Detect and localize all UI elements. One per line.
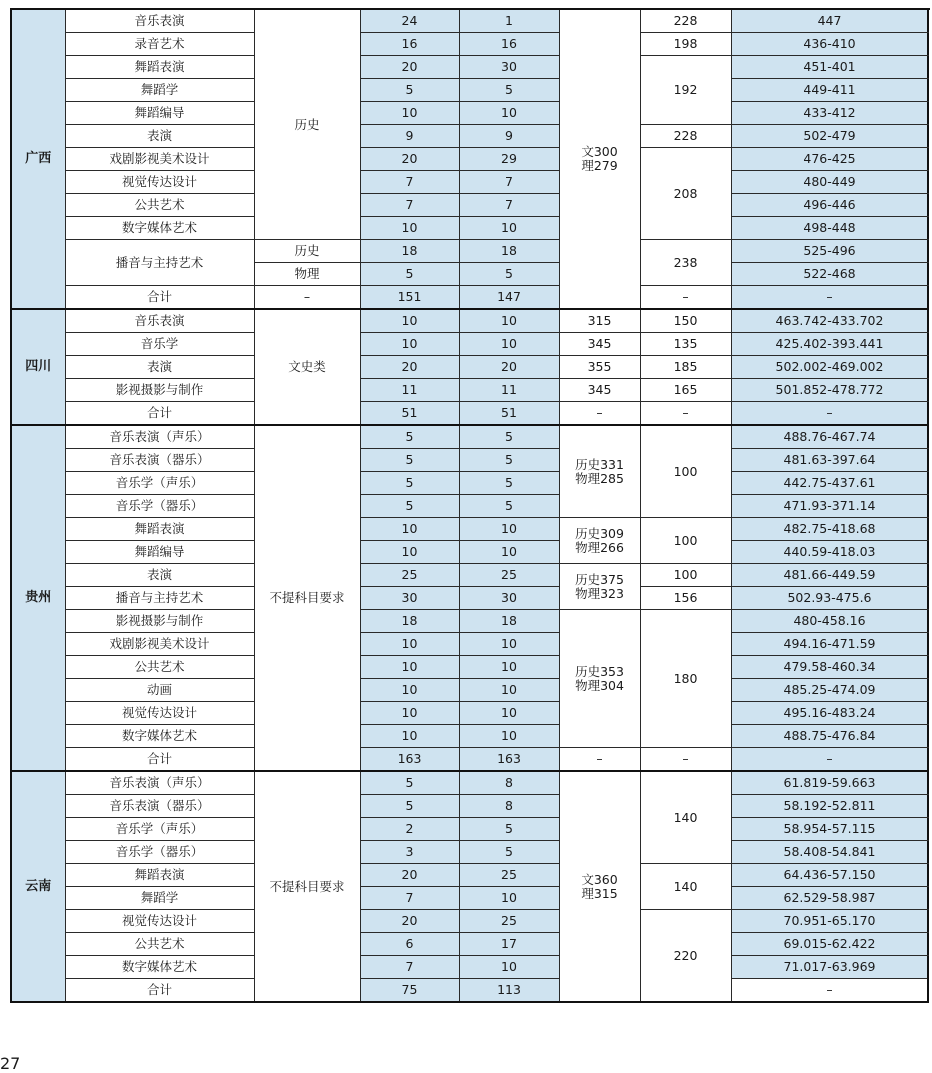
subject-req-cell: 不提科目要求	[254, 425, 360, 771]
score-range-cell: –	[731, 402, 928, 426]
culture-line-cell: –	[559, 748, 640, 772]
plan-count-cell: 3	[360, 841, 459, 864]
pro-line-cell: 140	[640, 864, 731, 910]
admit-count-cell: 147	[459, 286, 559, 310]
pro-line-cell: 185	[640, 356, 731, 379]
score-range-cell: 471.93-371.14	[731, 495, 928, 518]
pro-line-cell: 198	[640, 33, 731, 56]
table-row	[11, 9, 928, 33]
table-row	[11, 309, 928, 333]
pro-line-cell: –	[640, 286, 731, 310]
major-cell: 合计	[65, 979, 254, 1003]
admit-count-cell: 5	[459, 818, 559, 841]
score-range-cell: 481.63-397.64	[731, 449, 928, 472]
culture-line-cell: 历史353 物理304	[559, 610, 640, 748]
plan-count-cell: 7	[360, 887, 459, 910]
admit-count-cell: 5	[459, 841, 559, 864]
province-cell: 四川	[11, 309, 65, 425]
pro-line-cell: 238	[640, 240, 731, 286]
admit-count-cell: 16	[459, 33, 559, 56]
major-cell: 戏剧影视美术设计	[65, 633, 254, 656]
plan-count-cell: 5	[360, 425, 459, 449]
province-cell: 广西	[11, 9, 65, 309]
plan-count-cell: 20	[360, 148, 459, 171]
admit-count-cell: 163	[459, 748, 559, 772]
score-range-cell: –	[731, 748, 928, 772]
admit-count-cell: 5	[459, 449, 559, 472]
culture-line-cell: 355	[559, 356, 640, 379]
culture-line-cell: 历史309 物理266	[559, 518, 640, 564]
score-range-cell: 498-448	[731, 217, 928, 240]
table-row	[11, 425, 928, 449]
table-row	[11, 748, 928, 772]
table-row	[11, 679, 928, 702]
table-row	[11, 887, 928, 910]
major-cell: 视觉传达设计	[65, 910, 254, 933]
pro-line-cell: 100	[640, 518, 731, 564]
province-cell: 云南	[11, 771, 65, 1002]
admit-count-cell: 8	[459, 795, 559, 818]
pro-line-cell: 220	[640, 910, 731, 1003]
major-cell: 音乐表演	[65, 309, 254, 333]
admit-count-cell: 10	[459, 956, 559, 979]
table-row	[11, 402, 928, 426]
table-row	[11, 33, 928, 56]
score-range-cell: 463.742-433.702	[731, 309, 928, 333]
admit-count-cell: 29	[459, 148, 559, 171]
score-range-cell: 480-449	[731, 171, 928, 194]
major-cell: 音乐学	[65, 333, 254, 356]
major-cell: 数字媒体艺术	[65, 956, 254, 979]
admit-count-cell: 10	[459, 887, 559, 910]
score-range-cell: –	[731, 286, 928, 310]
admit-count-cell: 18	[459, 610, 559, 633]
plan-count-cell: 10	[360, 702, 459, 725]
major-cell: 音乐表演	[65, 9, 254, 33]
score-range-cell: 502.002-469.002	[731, 356, 928, 379]
major-cell: 播音与主持艺术	[65, 587, 254, 610]
table-row	[11, 771, 928, 795]
score-range-cell: 479.58-460.34	[731, 656, 928, 679]
admit-count-cell: 5	[459, 79, 559, 102]
plan-count-cell: 10	[360, 217, 459, 240]
admit-count-cell: 25	[459, 910, 559, 933]
plan-count-cell: 10	[360, 725, 459, 748]
table-row	[11, 148, 928, 171]
admit-count-cell: 10	[459, 679, 559, 702]
culture-line-cell: –	[559, 402, 640, 426]
table-row	[11, 633, 928, 656]
plan-count-cell: 20	[360, 56, 459, 79]
culture-line-cell: 历史331 物理285	[559, 425, 640, 518]
plan-count-cell: 10	[360, 633, 459, 656]
major-cell: 公共艺术	[65, 933, 254, 956]
table-row	[11, 541, 928, 564]
admit-count-cell: 10	[459, 217, 559, 240]
plan-count-cell: 18	[360, 610, 459, 633]
major-cell: 音乐表演（声乐）	[65, 425, 254, 449]
score-range-cell: 451-401	[731, 56, 928, 79]
admit-count-cell: 11	[459, 379, 559, 402]
pro-line-cell: 100	[640, 425, 731, 518]
plan-count-cell: 5	[360, 79, 459, 102]
major-cell: 数字媒体艺术	[65, 217, 254, 240]
pro-line-cell: –	[640, 748, 731, 772]
table-row	[11, 725, 928, 748]
table-row	[11, 610, 928, 633]
score-range-cell: 433-412	[731, 102, 928, 125]
score-range-cell: 494.16-471.59	[731, 633, 928, 656]
score-range-cell: 525-496	[731, 240, 928, 263]
admit-count-cell: 10	[459, 518, 559, 541]
province-cell: 贵州	[11, 425, 65, 771]
pro-line-cell: 156	[640, 587, 731, 610]
plan-count-cell: 151	[360, 286, 459, 310]
table-row	[11, 564, 928, 587]
subject-req-cell: 不提科目要求	[254, 771, 360, 1002]
major-cell: 公共艺术	[65, 656, 254, 679]
table-row	[11, 194, 928, 217]
major-cell: 视觉传达设计	[65, 171, 254, 194]
plan-count-cell: 10	[360, 656, 459, 679]
major-cell: 动画	[65, 679, 254, 702]
admit-count-cell: 5	[459, 495, 559, 518]
major-cell: 舞蹈学	[65, 887, 254, 910]
table-row	[11, 56, 928, 79]
score-range-cell: 476-425	[731, 148, 928, 171]
major-cell: 表演	[65, 356, 254, 379]
admit-count-cell: 10	[459, 656, 559, 679]
table-row	[11, 818, 928, 841]
major-cell: 音乐学（声乐）	[65, 472, 254, 495]
score-range-cell: 64.436-57.150	[731, 864, 928, 887]
plan-count-cell: 7	[360, 956, 459, 979]
pro-line-cell: 228	[640, 125, 731, 148]
score-range-cell: 58.192-52.811	[731, 795, 928, 818]
plan-count-cell: 7	[360, 171, 459, 194]
pro-line-cell: 228	[640, 9, 731, 33]
table-row	[11, 171, 928, 194]
table-row	[11, 379, 928, 402]
plan-count-cell: 5	[360, 795, 459, 818]
score-range-cell: 436-410	[731, 33, 928, 56]
major-cell: 舞蹈表演	[65, 864, 254, 887]
pro-line-cell: 150	[640, 309, 731, 333]
admit-count-cell: 5	[459, 472, 559, 495]
score-range-cell: 69.015-62.422	[731, 933, 928, 956]
admit-count-cell: 1	[459, 9, 559, 33]
plan-count-cell: 11	[360, 379, 459, 402]
table-row	[11, 656, 928, 679]
table-row	[11, 910, 928, 933]
admit-count-cell: 10	[459, 541, 559, 564]
score-range-cell: 482.75-418.68	[731, 518, 928, 541]
table-row	[11, 102, 928, 125]
plan-count-cell: 51	[360, 402, 459, 426]
major-cell: 影视摄影与制作	[65, 379, 254, 402]
table-row	[11, 956, 928, 979]
subject-req-cell: 文史类	[254, 309, 360, 425]
plan-count-cell: 9	[360, 125, 459, 148]
major-cell: 合计	[65, 286, 254, 310]
pro-line-cell: 165	[640, 379, 731, 402]
score-range-cell: 62.529-58.987	[731, 887, 928, 910]
plan-count-cell: 10	[360, 102, 459, 125]
score-range-cell: 485.25-474.09	[731, 679, 928, 702]
plan-count-cell: 6	[360, 933, 459, 956]
admit-count-cell: 10	[459, 309, 559, 333]
table-row	[11, 79, 928, 102]
plan-count-cell: 75	[360, 979, 459, 1003]
table-row	[11, 449, 928, 472]
table-row	[11, 217, 928, 240]
table-body	[11, 9, 928, 1002]
pro-line-cell: 135	[640, 333, 731, 356]
table-row	[11, 587, 928, 610]
major-cell: 公共艺术	[65, 194, 254, 217]
score-range-cell: 488.75-476.84	[731, 725, 928, 748]
culture-line-cell: 文360 理315	[559, 771, 640, 1002]
score-range-cell: 522-468	[731, 263, 928, 286]
score-range-cell: 496-446	[731, 194, 928, 217]
culture-line-cell: 315	[559, 309, 640, 333]
plan-count-cell: 30	[360, 587, 459, 610]
admit-count-cell: 7	[459, 171, 559, 194]
admit-count-cell: 30	[459, 56, 559, 79]
subject-req-cell: 物理	[254, 263, 360, 286]
plan-count-cell: 10	[360, 333, 459, 356]
pro-line-cell: 180	[640, 610, 731, 748]
table-row	[11, 333, 928, 356]
admit-count-cell: 10	[459, 102, 559, 125]
major-cell: 音乐学（器乐）	[65, 841, 254, 864]
major-cell: 舞蹈表演	[65, 56, 254, 79]
major-cell: 合计	[65, 402, 254, 426]
admit-count-cell: 10	[459, 633, 559, 656]
table-row	[11, 240, 928, 263]
score-range-cell: 501.852-478.772	[731, 379, 928, 402]
pro-line-cell: 192	[640, 56, 731, 125]
score-range-cell: 502-479	[731, 125, 928, 148]
admit-count-cell: 9	[459, 125, 559, 148]
plan-count-cell: 5	[360, 472, 459, 495]
major-cell: 舞蹈学	[65, 79, 254, 102]
score-range-cell: 480-458.16	[731, 610, 928, 633]
major-cell: 数字媒体艺术	[65, 725, 254, 748]
score-range-cell: 425.402-393.441	[731, 333, 928, 356]
major-cell: 舞蹈编导	[65, 541, 254, 564]
plan-count-cell: 7	[360, 194, 459, 217]
score-range-cell: 440.59-418.03	[731, 541, 928, 564]
major-cell: 影视摄影与制作	[65, 610, 254, 633]
major-cell: 舞蹈表演	[65, 518, 254, 541]
admit-count-cell: 5	[459, 263, 559, 286]
plan-count-cell: 10	[360, 679, 459, 702]
pro-line-cell: 140	[640, 771, 731, 864]
major-cell: 音乐学（器乐）	[65, 495, 254, 518]
admissions-table	[10, 8, 929, 1003]
score-range-cell: 488.76-467.74	[731, 425, 928, 449]
score-range-cell: 495.16-483.24	[731, 702, 928, 725]
major-cell: 音乐表演（声乐）	[65, 771, 254, 795]
major-cell: 播音与主持艺术	[65, 240, 254, 286]
plan-count-cell: 16	[360, 33, 459, 56]
score-range-cell: 442.75-437.61	[731, 472, 928, 495]
pro-line-cell: –	[640, 402, 731, 426]
plan-count-cell: 5	[360, 263, 459, 286]
culture-line-cell: 345	[559, 333, 640, 356]
admit-count-cell: 18	[459, 240, 559, 263]
culture-line-cell: 历史375 物理323	[559, 564, 640, 610]
plan-count-cell: 163	[360, 748, 459, 772]
score-range-cell: 58.954-57.115	[731, 818, 928, 841]
plan-count-cell: 10	[360, 518, 459, 541]
plan-count-cell: 20	[360, 864, 459, 887]
score-range-cell: 71.017-63.969	[731, 956, 928, 979]
score-range-cell: 58.408-54.841	[731, 841, 928, 864]
major-cell: 表演	[65, 564, 254, 587]
table-row	[11, 841, 928, 864]
admit-count-cell: 20	[459, 356, 559, 379]
culture-line-cell: 345	[559, 379, 640, 402]
major-cell: 音乐表演（器乐）	[65, 449, 254, 472]
admit-count-cell: 8	[459, 771, 559, 795]
table-row	[11, 864, 928, 887]
table-row	[11, 518, 928, 541]
major-cell: 合计	[65, 748, 254, 772]
table-row	[11, 472, 928, 495]
plan-count-cell: 5	[360, 495, 459, 518]
admit-count-cell: 10	[459, 333, 559, 356]
table-row	[11, 702, 928, 725]
plan-count-cell: 18	[360, 240, 459, 263]
major-cell: 表演	[65, 125, 254, 148]
major-cell: 音乐学（声乐）	[65, 818, 254, 841]
admit-count-cell: 25	[459, 864, 559, 887]
admit-count-cell: 51	[459, 402, 559, 426]
plan-count-cell: 10	[360, 541, 459, 564]
score-range-cell: 481.66-449.59	[731, 564, 928, 587]
major-cell: 舞蹈编导	[65, 102, 254, 125]
score-range-cell: 61.819-59.663	[731, 771, 928, 795]
score-range-cell: 502.93-475.6	[731, 587, 928, 610]
major-cell: 音乐表演（器乐）	[65, 795, 254, 818]
plan-count-cell: 5	[360, 771, 459, 795]
plan-count-cell: 20	[360, 356, 459, 379]
score-range-cell: 449-411	[731, 79, 928, 102]
pro-line-cell: 100	[640, 564, 731, 587]
page-number: 27	[0, 1054, 21, 1073]
score-range-cell: 447	[731, 9, 928, 33]
plan-count-cell: 10	[360, 309, 459, 333]
table-row	[11, 795, 928, 818]
major-cell: 戏剧影视美术设计	[65, 148, 254, 171]
table-row	[11, 286, 928, 310]
admit-count-cell: 5	[459, 425, 559, 449]
admit-count-cell: 10	[459, 725, 559, 748]
subject-req-cell: 历史	[254, 9, 360, 240]
culture-line-cell: 文300 理279	[559, 9, 640, 309]
admit-count-cell: 10	[459, 702, 559, 725]
major-cell: 录音艺术	[65, 33, 254, 56]
score-range-cell: 70.951-65.170	[731, 910, 928, 933]
pro-line-cell: –	[731, 979, 928, 1003]
table-row	[11, 356, 928, 379]
major-cell: 视觉传达设计	[65, 702, 254, 725]
admit-count-cell: 17	[459, 933, 559, 956]
plan-count-cell: 25	[360, 564, 459, 587]
pro-line-cell: 208	[640, 148, 731, 240]
table-row	[11, 495, 928, 518]
subject-req-cell: 历史	[254, 240, 360, 263]
table-row	[11, 933, 928, 956]
plan-count-cell: 24	[360, 9, 459, 33]
plan-count-cell: 5	[360, 449, 459, 472]
plan-count-cell: 2	[360, 818, 459, 841]
plan-count-cell: 20	[360, 910, 459, 933]
subject-req-cell: –	[254, 286, 360, 310]
table-row	[11, 125, 928, 148]
table-row	[11, 979, 928, 1003]
admit-count-cell: 25	[459, 564, 559, 587]
admit-count-cell: 7	[459, 194, 559, 217]
admit-count-cell: 113	[459, 979, 559, 1003]
admit-count-cell: 30	[459, 587, 559, 610]
